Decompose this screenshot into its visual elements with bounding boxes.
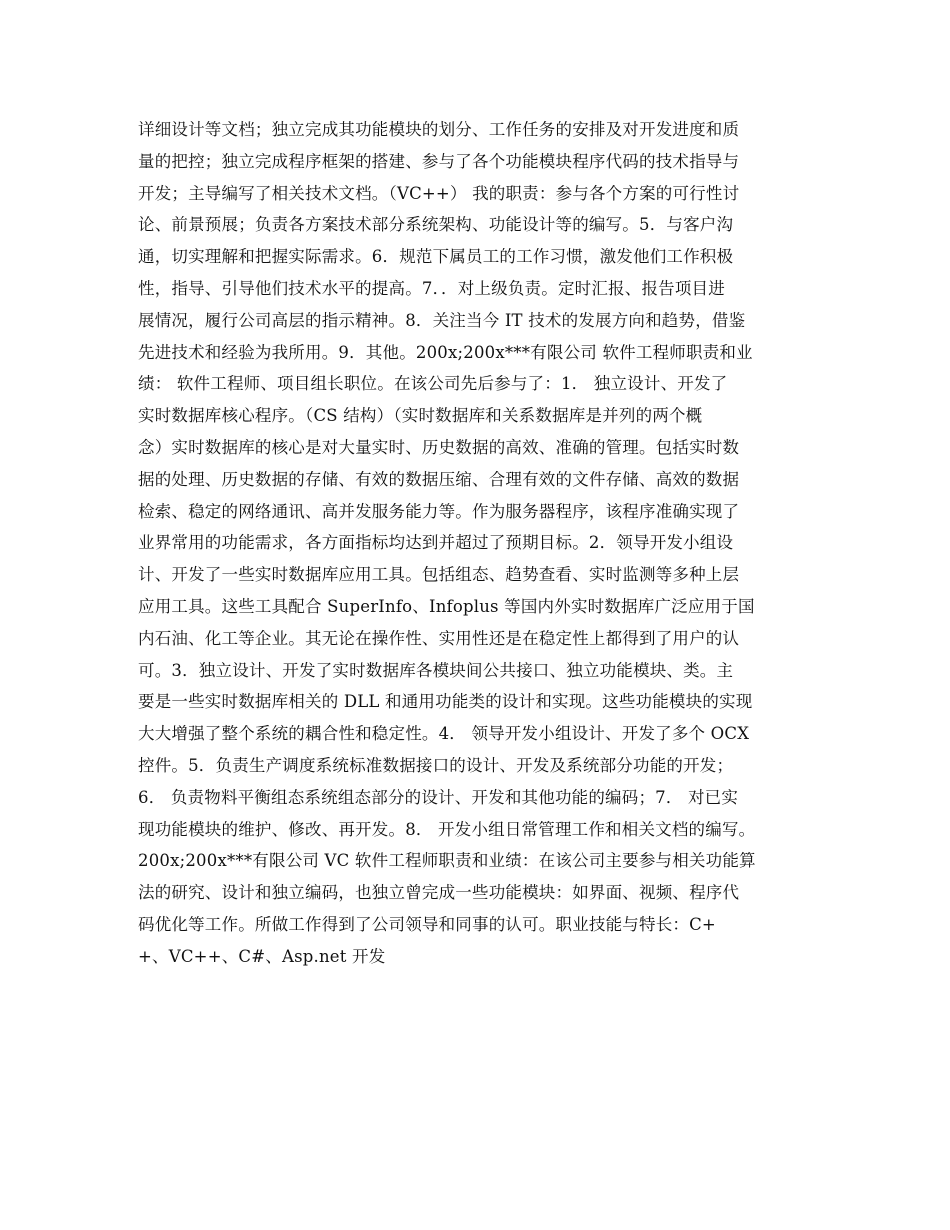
text-line: 6． 负责物料平衡组态系统组态部分的设计、开发和其他功能的编码；7． 对已实 <box>138 787 739 807</box>
text-line: 码优化等工作。所做工作得到了公司领导和同事的认可。职业技能与特长：C+ <box>138 914 716 934</box>
text-line: 大大增强了整个系统的耦合性和稳定性。4． 领导开发小组设计、开发了多个 OCX <box>138 724 750 744</box>
text-line: 量的把控；独立完成程序框架的搭建、参与了各个功能模块程序代码的技术指导与 <box>138 151 740 171</box>
text-line: 通，切实理解和把握实际需求。6．规范下属员工的工作习惯，激发他们工作积极 <box>138 247 734 267</box>
text-line: 计、开发了一些实时数据库应用工具。包括组态、趋势查看、实时监测等多种上层 <box>138 565 740 585</box>
text-line: 控件。5．负责生产调度系统标准数据接口的设计、开发及系统部分功能的开发； <box>138 755 734 775</box>
text-line: 现功能模块的维护、修改、再开发。8． 开发小组日常管理工作和相关文档的编写。 <box>138 819 756 839</box>
text-line: 念）实时数据库的核心是对大量实时、历史数据的高效、准确的管理。包括实时数 <box>138 437 740 457</box>
text-line: 展情况，履行公司高层的指示精神。8．关注当今 IT 技术的发展方向和趋势，借鉴 <box>138 310 746 330</box>
text-line: 开发；主导编写了相关技术文档。（VC++） 我的职责：参与各个方案的可行性讨 <box>138 183 740 203</box>
text-line: 绩： 软件工程师、项目组长职位。在该公司先后参与了：1． 独立设计、开发了 <box>138 374 728 394</box>
text-line: 检索、稳定的网络通讯、高并发服务能力等。作为服务器程序，该程序准确实现了 <box>138 501 740 521</box>
text-line: +、VC++、C#、Asp.net 开发 <box>138 946 386 966</box>
text-line: 据的处理、历史数据的存储、有效的数据压缩、合理有效的文件存储、高效的数据 <box>138 469 740 489</box>
text-line: 实时数据库核心程序。（CS 结构）（实时数据库和关系数据库是并列的两个概 <box>138 406 703 426</box>
text-line: 要是一些实时数据库相关的 DLL 和通用功能类的设计和实现。这些功能模块的实现 <box>138 692 753 712</box>
text-line: 论、前景预展；负责各方案技术部分系统架构、功能设计等的编写。5．与客户沟 <box>138 215 734 235</box>
text-line: 先进技术和经验为我所用。9．其他。200x;200x***有限公司 软件工程师职责和业 <box>138 342 753 362</box>
text-line: 200x;200x***有限公司 VC 软件工程师职责和业绩：在该公司主要参与相关功能算 <box>138 851 756 871</box>
text-line: 应用工具。这些工具配合 SuperInfo、Infoplus 等国内外实时数据库广泛应用于国 <box>138 596 755 616</box>
text-line: 法的研究、设计和独立编码，也独立曾完成一些功能模块：如界面、视频、程序代 <box>138 883 740 903</box>
text-line: 业界常用的功能需求，各方面指标均达到并超过了预期目标。2．领导开发小组设 <box>138 533 734 553</box>
body-text <box>138 114 828 973</box>
text-line: 内石油、化工等企业。其无论在操作性、实用性还是在稳定性上都得到了用户的认 <box>138 628 740 648</box>
text-line: 详细设计等文档；独立完成其功能模块的划分、工作任务的安排及对开发进度和质 <box>138 120 740 139</box>
text-line: 性，指导、引导他们技术水平的提高。7．．对上级负责。定时汇报、报告项目进 <box>138 278 725 298</box>
text-line: 可。3．独立设计、开发了实时数据库各模块间公共接口、独立功能模块、类。主 <box>138 660 734 680</box>
